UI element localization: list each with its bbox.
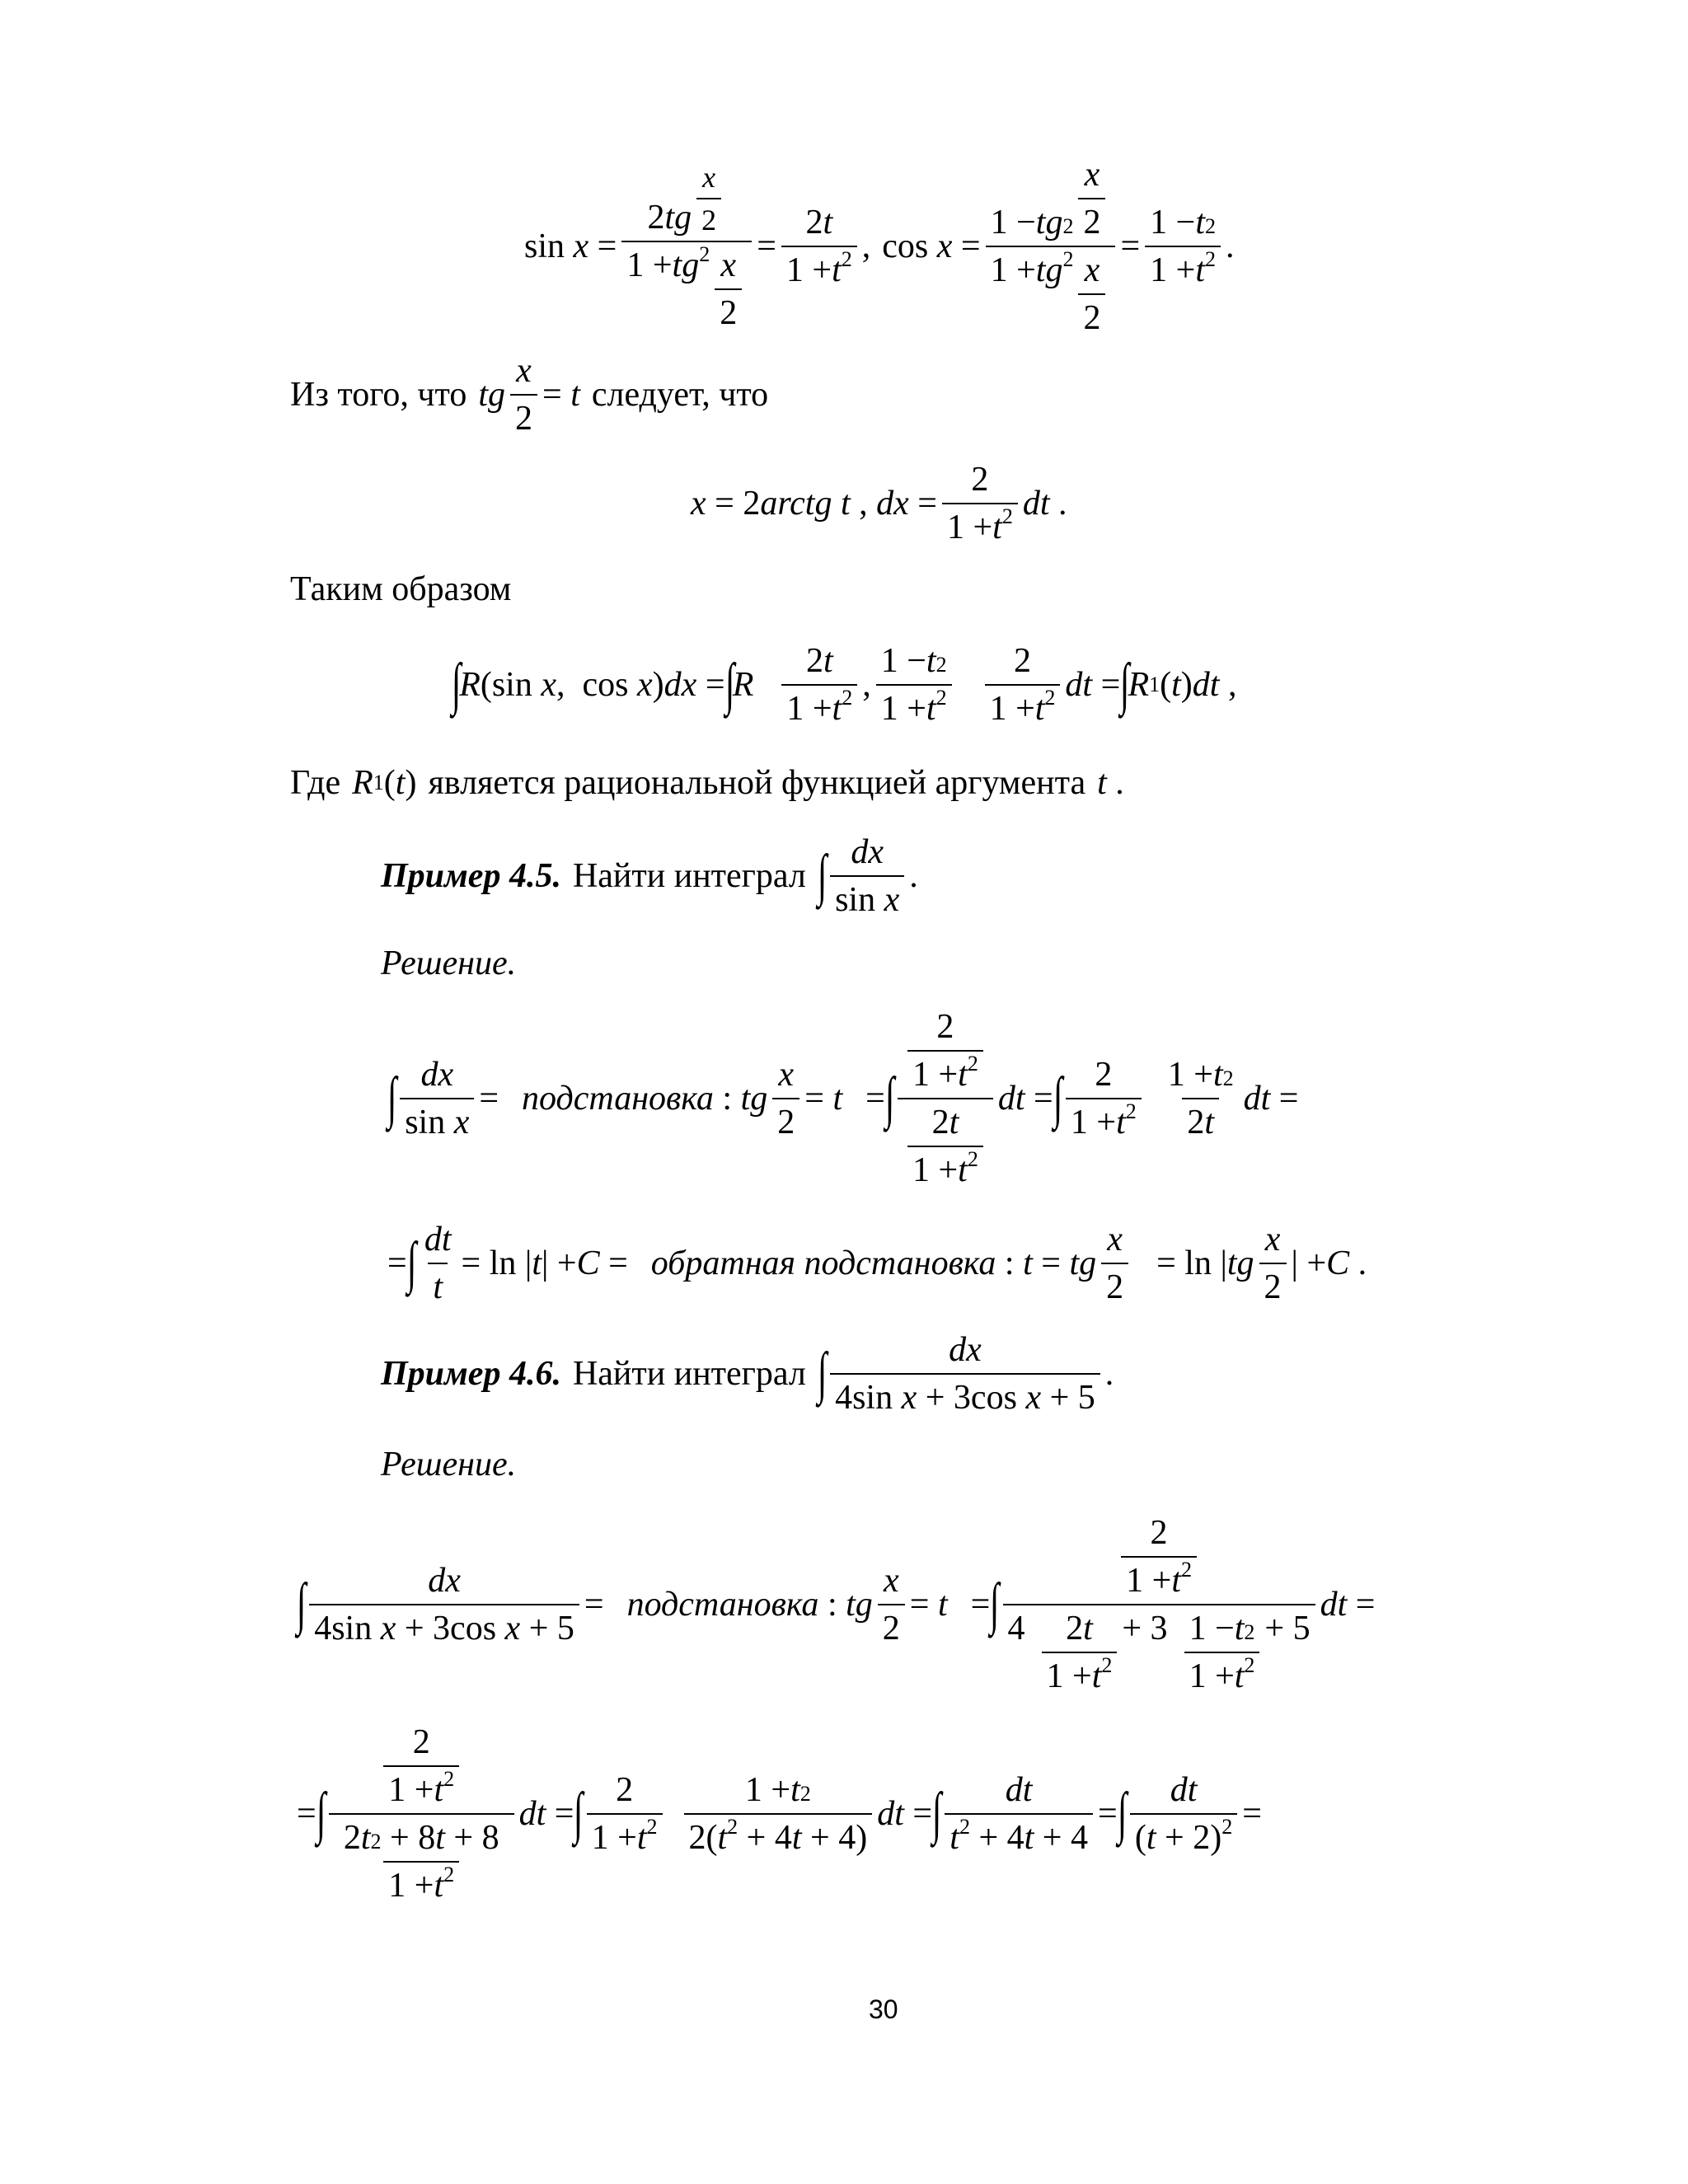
text: следует, что xyxy=(591,376,769,414)
solution-4-6-line-2: = ∫ 2 1 + t $^2$ 2 t $^2$ + 8 t + 8 1 + t $^2$ dt = ∫ 2 1 + t $^2$ 1 + t $^2$ 2( t $^2$ + 4 t + 4) dt = ∫ dt t $^2$ + 4 t + 4 = ∫ dt ( t + 2) $^2$ = xyxy=(297,1723,1262,1905)
formula-dx: x = 2 arctg t , dx = 2 1 + t $^2$ dt . xyxy=(691,461,1067,546)
paragraph-tg-substitution: Из того, что tg x 2 = t следует, что xyxy=(290,352,769,438)
text: Из того, что xyxy=(290,376,467,414)
subst-label: подстановка xyxy=(626,1586,819,1624)
text: является рациональной функцией аргумента xyxy=(428,764,1086,802)
subst-label: подстановка xyxy=(522,1080,714,1118)
formula-integral-r: ∫ R (sin x , cos x ) dx = ∫ R 2 t 1 + t $^2$ , 1 − t $^2$ 1 + t $^2$ 2 1 + t $^2$ dt = ∫ R 1 ( t ) dt , xyxy=(451,642,1237,728)
paragraph-thus: Таким образом xyxy=(290,570,512,608)
example-4-6: Пример 4.6. Найти интеграл ∫ dx 4sin x + 3cos x + 5 . xyxy=(381,1331,1114,1417)
formula-sin-cos: sin x = 2 tg x 2 1 + tg $^2$ x 2 = 2 t 1 + t $^2$ , cos x = 1 − tg $^2$ x 2 1 + tg $^2$ x 2 = 1 − t $^2$ 1 + t $^2$ . xyxy=(524,156,1235,337)
page-number: 30 xyxy=(869,1994,898,2024)
text: Где xyxy=(290,764,341,802)
solution-4-6-line-1: ∫ dx 4sin x + 3cos x + 5 = подстановка : tg x 2 = t = ∫ 2 1 + t $^2$ 4 2 t 1 + t $^2$ + 3 1 − t $^2$ 1 + t $^2$ + 5 dt = xyxy=(296,1514,1376,1695)
example-4-5: Пример 4.5. Найти интеграл ∫ dx sin x . xyxy=(381,833,918,919)
reverse-subst-label: обратная подстановка xyxy=(650,1244,996,1282)
text: Найти интеграл xyxy=(572,1355,806,1393)
paragraph-rational: Где R 1 ( t ) является рациональной функцией аргумента t . xyxy=(290,764,1124,802)
solution-4-5-line-1: ∫ dx sin x = подстановка : tg x 2 = t = ∫ 2 1 + t $^2$ 2 t 1 + t $^2$ dt = ∫ 2 1 + t $^2$ 1 + t $^2$ 2 t dt = xyxy=(387,1008,1299,1189)
example-title: Пример 4.5. xyxy=(381,857,561,895)
text: Найти интеграл xyxy=(572,857,806,895)
example-title: Пример 4.6. xyxy=(381,1355,561,1393)
solution-4-5-line-2: = ∫ dt t = ln | t | + C = обратная подстановка : t = tg x 2 = ln | tg x 2 | + C . xyxy=(387,1221,1367,1306)
solution-label-1: Решение. xyxy=(381,944,517,982)
solution-label-2: Решение. xyxy=(381,1446,517,1483)
